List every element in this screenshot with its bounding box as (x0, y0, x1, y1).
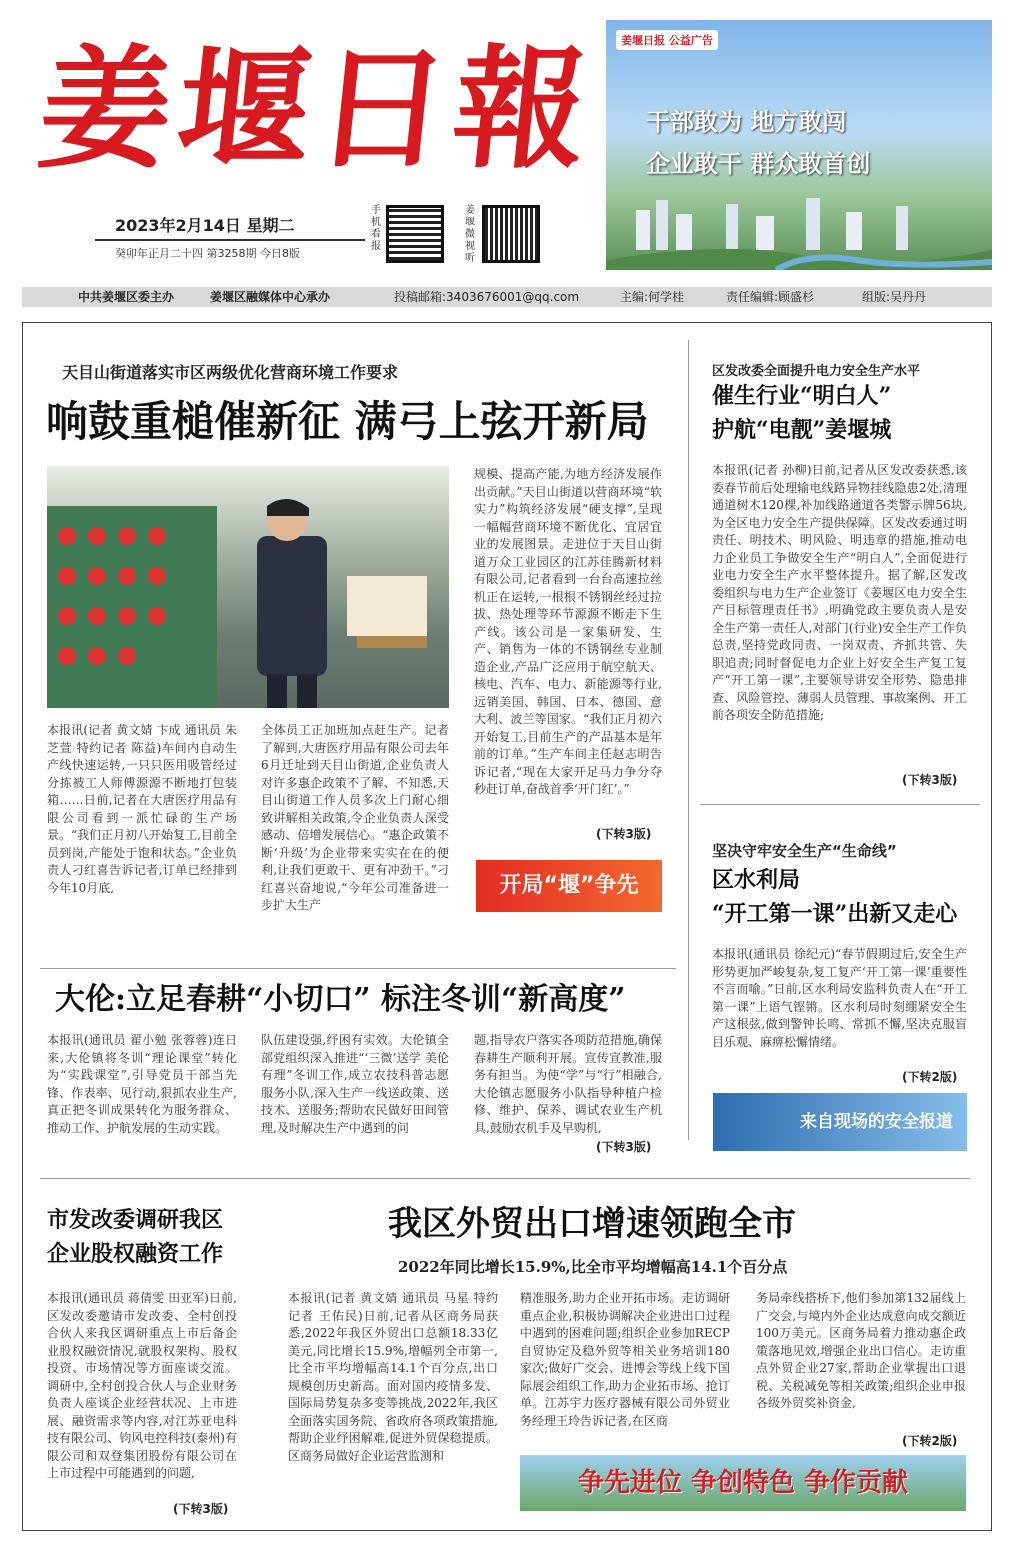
factory-worker-photo-icon (47, 466, 449, 708)
column-divider (688, 340, 689, 1140)
fdrc-headline-1[interactable]: 市发改委调研我区 (47, 1207, 224, 1233)
qr2-label: 姜堰微视听 (465, 205, 475, 264)
qr1-label: 手机看报 (371, 205, 381, 252)
right2-body: 本报讯(通讯员 徐纪元)“春节假期过后,安全生产形势更加严峻复杂,复工复产‘开工第一课’重要性不言而喻。”日前,区水利局安监科负责人在“开工第一课”上语气铿锵。区水利局时刻绷紧安全生产这根弦,做到警钟长鸣、常抓不懈,坚决克服盲目乐观、麻痹松懈情绪。 (712, 947, 967, 1049)
trade-subhead: 2022年同比增长15.9%,比全市平均增幅高14.1个百分点 (398, 1258, 788, 1276)
right1-body: 本报讯(记者 孙柳)日前,记者从区发改委获悉,该委春节前后处理输电线路异物挂线隐患2处,清理通道树木120棵,补加线路通道各类警示牌56块,为全区电力安全生产提供保障。区发改委通过明责任、明技术、明风险、明违章的措施,推动电力企业员工争做安全生产“明白人”,全面促进行业电力安全生产水平整体提升。据了解,区发改委组织与电力生产企业签订《姜堰区电力安全生产目标管理责任书》,明确党政主要负责人是安全生产第一责任人,对部门(行业)安全生产工作负总责,坚持党政同责、一岗双责、齐抓共管、失职追责;同时督促电力企业上好安全生产复工复产“开工第一课”,主要领导讲安全形势、隐患排查、风险管控、薄弱人员管理、事故案例、开工前各项安全防范措施; (712, 463, 967, 722)
lead-col2: 全体员工正加班加点赶生产。记者了解到,大唐医疗用品有限公司去年6月迁址到天目山街道,企业负责人对许多惠企政策不了解、不知悉,天目山街道工作人员多次上门耐心细致讲解相关政策,令企业负责人深受感动、倍增发展信心。“惠企政策不断‘升级’为企业带来实实在在的便利,让我们更敢干、更有冲劲干。”刁红喜兴奋地说,“今年公司准备进一步扩大生产 (261, 723, 449, 912)
info-bar (22, 287, 992, 307)
right2-headline-1[interactable]: 区水利局 (712, 867, 801, 893)
lead-col3: 规模、提高产能,为地方经济发展作出贡献。”天目山街道以营商环境“软实力”构筑经济发展“硬支撑”,呈现一幅幅营商环境不断优化、宜居宜业的发展图景。走进位于天目山街道万众工业园区的江苏佳腾新材料有限公司,记者看到一台台高速拉丝机正在运转,一根根不锈钢丝经过拉拔、热处理等环节源源不断走下生产线。该公司是一家集研发、生产、销售为一体的不锈钢丝专业制造企业,产品广泛应用于航空航天、核电、汽车、电力、新能源等行业,远销美国、韩国、日本、德国、意大利、波兰等国家。“我们正月初六开始复工,目前生产的产品基本是年前的订单。”生产车间主任赵志明告诉记者,“现在大家开足马力争分夺秒赶订单,奋战首季‘开门红’。” (474, 467, 662, 796)
lunar-date-issue: 癸卯年正月二十四 第3258期 今日8版 (115, 247, 300, 260)
city-skyline-icon (606, 190, 992, 270)
right1-headline-1[interactable]: 催生行业“明白人” (712, 383, 892, 409)
date-rule (95, 239, 365, 241)
dalun-col1: 本报讯(通讯员 翟小勉 张蓉蓉)连日来,大伦镇将冬训“理论课堂”转化为“实践课堂”,引导党员干部当先锋、作表率、见行动,狠抓农业生产,真正把冬训成果转化为服务群众、推动工作、护航发展的生动实践。 (47, 1033, 237, 1135)
dalun-col2: 队伍建设强,纾困有实效。大伦镇全部党组织深入推进“‘三微’送学 美伦有理”冬训工作,成立农技科普志愿服务小队,深入生产一线送政策、送技术、送服务;帮助农民做好田间管理,及时解决生产中遇到的问 (261, 1033, 449, 1135)
right1-kicker: 区发改委全面提升电力安全生产水平 (712, 364, 921, 379)
qr-code-icon[interactable] (386, 205, 444, 263)
dalun-continued[interactable]: (下转3版) (596, 1140, 652, 1154)
right1-headline-2[interactable]: 护航“电靓”姜堰城 (712, 417, 892, 443)
right-divider (700, 804, 980, 805)
duty-editor: 责任编辑:顾盛杉 (726, 290, 815, 304)
qr-code-icon[interactable] (482, 205, 540, 263)
fdrc-continued[interactable]: (下转3版) (173, 1502, 229, 1516)
lead-continued[interactable]: (下转3版) (596, 827, 652, 841)
lead-headline[interactable]: 响鼓重槌催新征 满弓上弦开新局 (46, 397, 649, 446)
slogan-banner[interactable]: 争先进位 争创特色 争作贡献 (520, 1455, 966, 1511)
lead-col1: 本报讯(记者 黄文婧 卞成 通讯员 朱芝萱 特约记者 陈益)车间内自动生产线快速运转,一只只医用吸管经过分拣被工人师傅源源不断地打包装箱……日前,记者在大唐医疗用品有限公司看到一派忙碌的生产场景。“我们正月初八开始复工,目前全员到岗,产能处于饱和状态。”企业负责人刁红喜告诉记者,订单已经排到今年10月底, (47, 723, 237, 895)
sponsor: 中共姜堰区委主办 (78, 290, 175, 304)
right2-continued[interactable]: (下转2版) (902, 1070, 958, 1084)
dalun-col3: 题,指导农户落实各项防范措施,确保春耕生产顺利开展。宣传宣教准,服务有担当。为使“学”与“行”相融合,大伦镇志愿服务小队指导种植户检修、维护、保养、调试农业生产机具,鼓励农机手及早购机, (474, 1033, 662, 1135)
dalun-divider (40, 968, 676, 969)
right2-kicker: 坚决守牢安全生产“生命线” (712, 842, 897, 860)
trade-col1: 本报讯(记者 黄文婧 通讯员 马星 特约记者 王佑民)日前,记者从区商务局获悉,2022年我区外贸出口总额18.33亿美元,同比增长15.9%,增幅列全市第一,比全市平均增幅高14.1个百分点,出口规模创历史新高。面对国内疫情多发、国际局势复杂多变等挑战,2022年,我区全面落实国务院、省政府各项政策措施,帮助企业纾困解难,促进外贸保稳提质。区商务局做好企业运营监测和 (288, 1291, 498, 1463)
public-service-ad (606, 20, 992, 270)
right1-continued[interactable]: (下转3版) (902, 773, 958, 787)
dalun-headline[interactable]: 大伦:立足春耕“小切口” 标注冬训“新高度” (55, 982, 626, 1017)
safety-report-banner[interactable]: 来自现场的安全报道 (713, 1093, 967, 1151)
ad-slogan-line2: 企业敢干 群众敢首创 (646, 150, 871, 178)
ad-tag: 姜堰日报 公益广告 (616, 30, 718, 50)
fdrc-body: 本报讯(通讯员 蒋倩雯 田亚军)日前,区发改委邀请市发改委、全村创投合伙人来我区调研重点上市后备企业股权融资情况,就股权架构、股权投资、市场情况等方面座谈交流。调研中,全村创投合伙人与企业财务负责人座谈企业经营状况、上市进展、融资需求等内容,对江苏亚电科技有限公司、钧风电控科技(泰州)有限公司和双登集团股份有限公司在上市过程中可能遇到的问题, (47, 1291, 237, 1480)
fdrc-headline-2[interactable]: 企业股权融资工作 (47, 1241, 224, 1267)
masthead-title: 姜堰日報 (31, 32, 601, 187)
submission-email[interactable]: 投稿邮箱:3403676001@qq.com (394, 290, 580, 304)
factory-photo (47, 466, 449, 708)
right2-headline-2[interactable]: “开工第一课”出新又走心 (712, 901, 958, 927)
kaiju-banner[interactable]: 开局“堰”争先 (476, 860, 662, 912)
organizer: 姜堰区融媒体中心承办 (210, 290, 331, 304)
issue-date: 2023年2月14日 星期二 (115, 216, 295, 235)
lead-kicker: 天目山街道落实市区两级优化营商环境工作要求 (62, 363, 399, 382)
ad-slogan-line1: 干部敢为 地方敢闯 (646, 108, 847, 136)
bottom-divider (40, 1178, 970, 1179)
trade-col3: 务局牵线搭桥下,他们参加第132届线上广交会,与境内外企业达成意向成交额近100万美元。区商务局着力推动惠企政策落地见效,增强企业出口信心。走访重点外贸企业27家,帮助企业掌握出口退税、关税减免等相关政策;组织企业申报各级外贸奖补资金, (756, 1291, 966, 1410)
layout-editor: 组版:吴丹丹 (862, 290, 927, 304)
trade-continued[interactable]: (下转2版) (902, 1434, 958, 1448)
trade-col2: 精准服务,助力企业开拓市场。走访调研重点企业,积极协调解决企业进出口过程中遇到的困难问题;组织企业参加RECP自贸协定及稳外贸等相关业务培训180家次;做好广交会、进博会等线上线下国际展会组织工作,助力企业拓市场、抢订单。江苏宇力医疗器械有限公司外贸业务经理王玲告诉记者,在区商 (520, 1291, 730, 1428)
trade-headline[interactable]: 我区外贸出口增速领跑全市 (388, 1204, 796, 1244)
chief-editor: 主编:何学桂 (620, 290, 685, 304)
